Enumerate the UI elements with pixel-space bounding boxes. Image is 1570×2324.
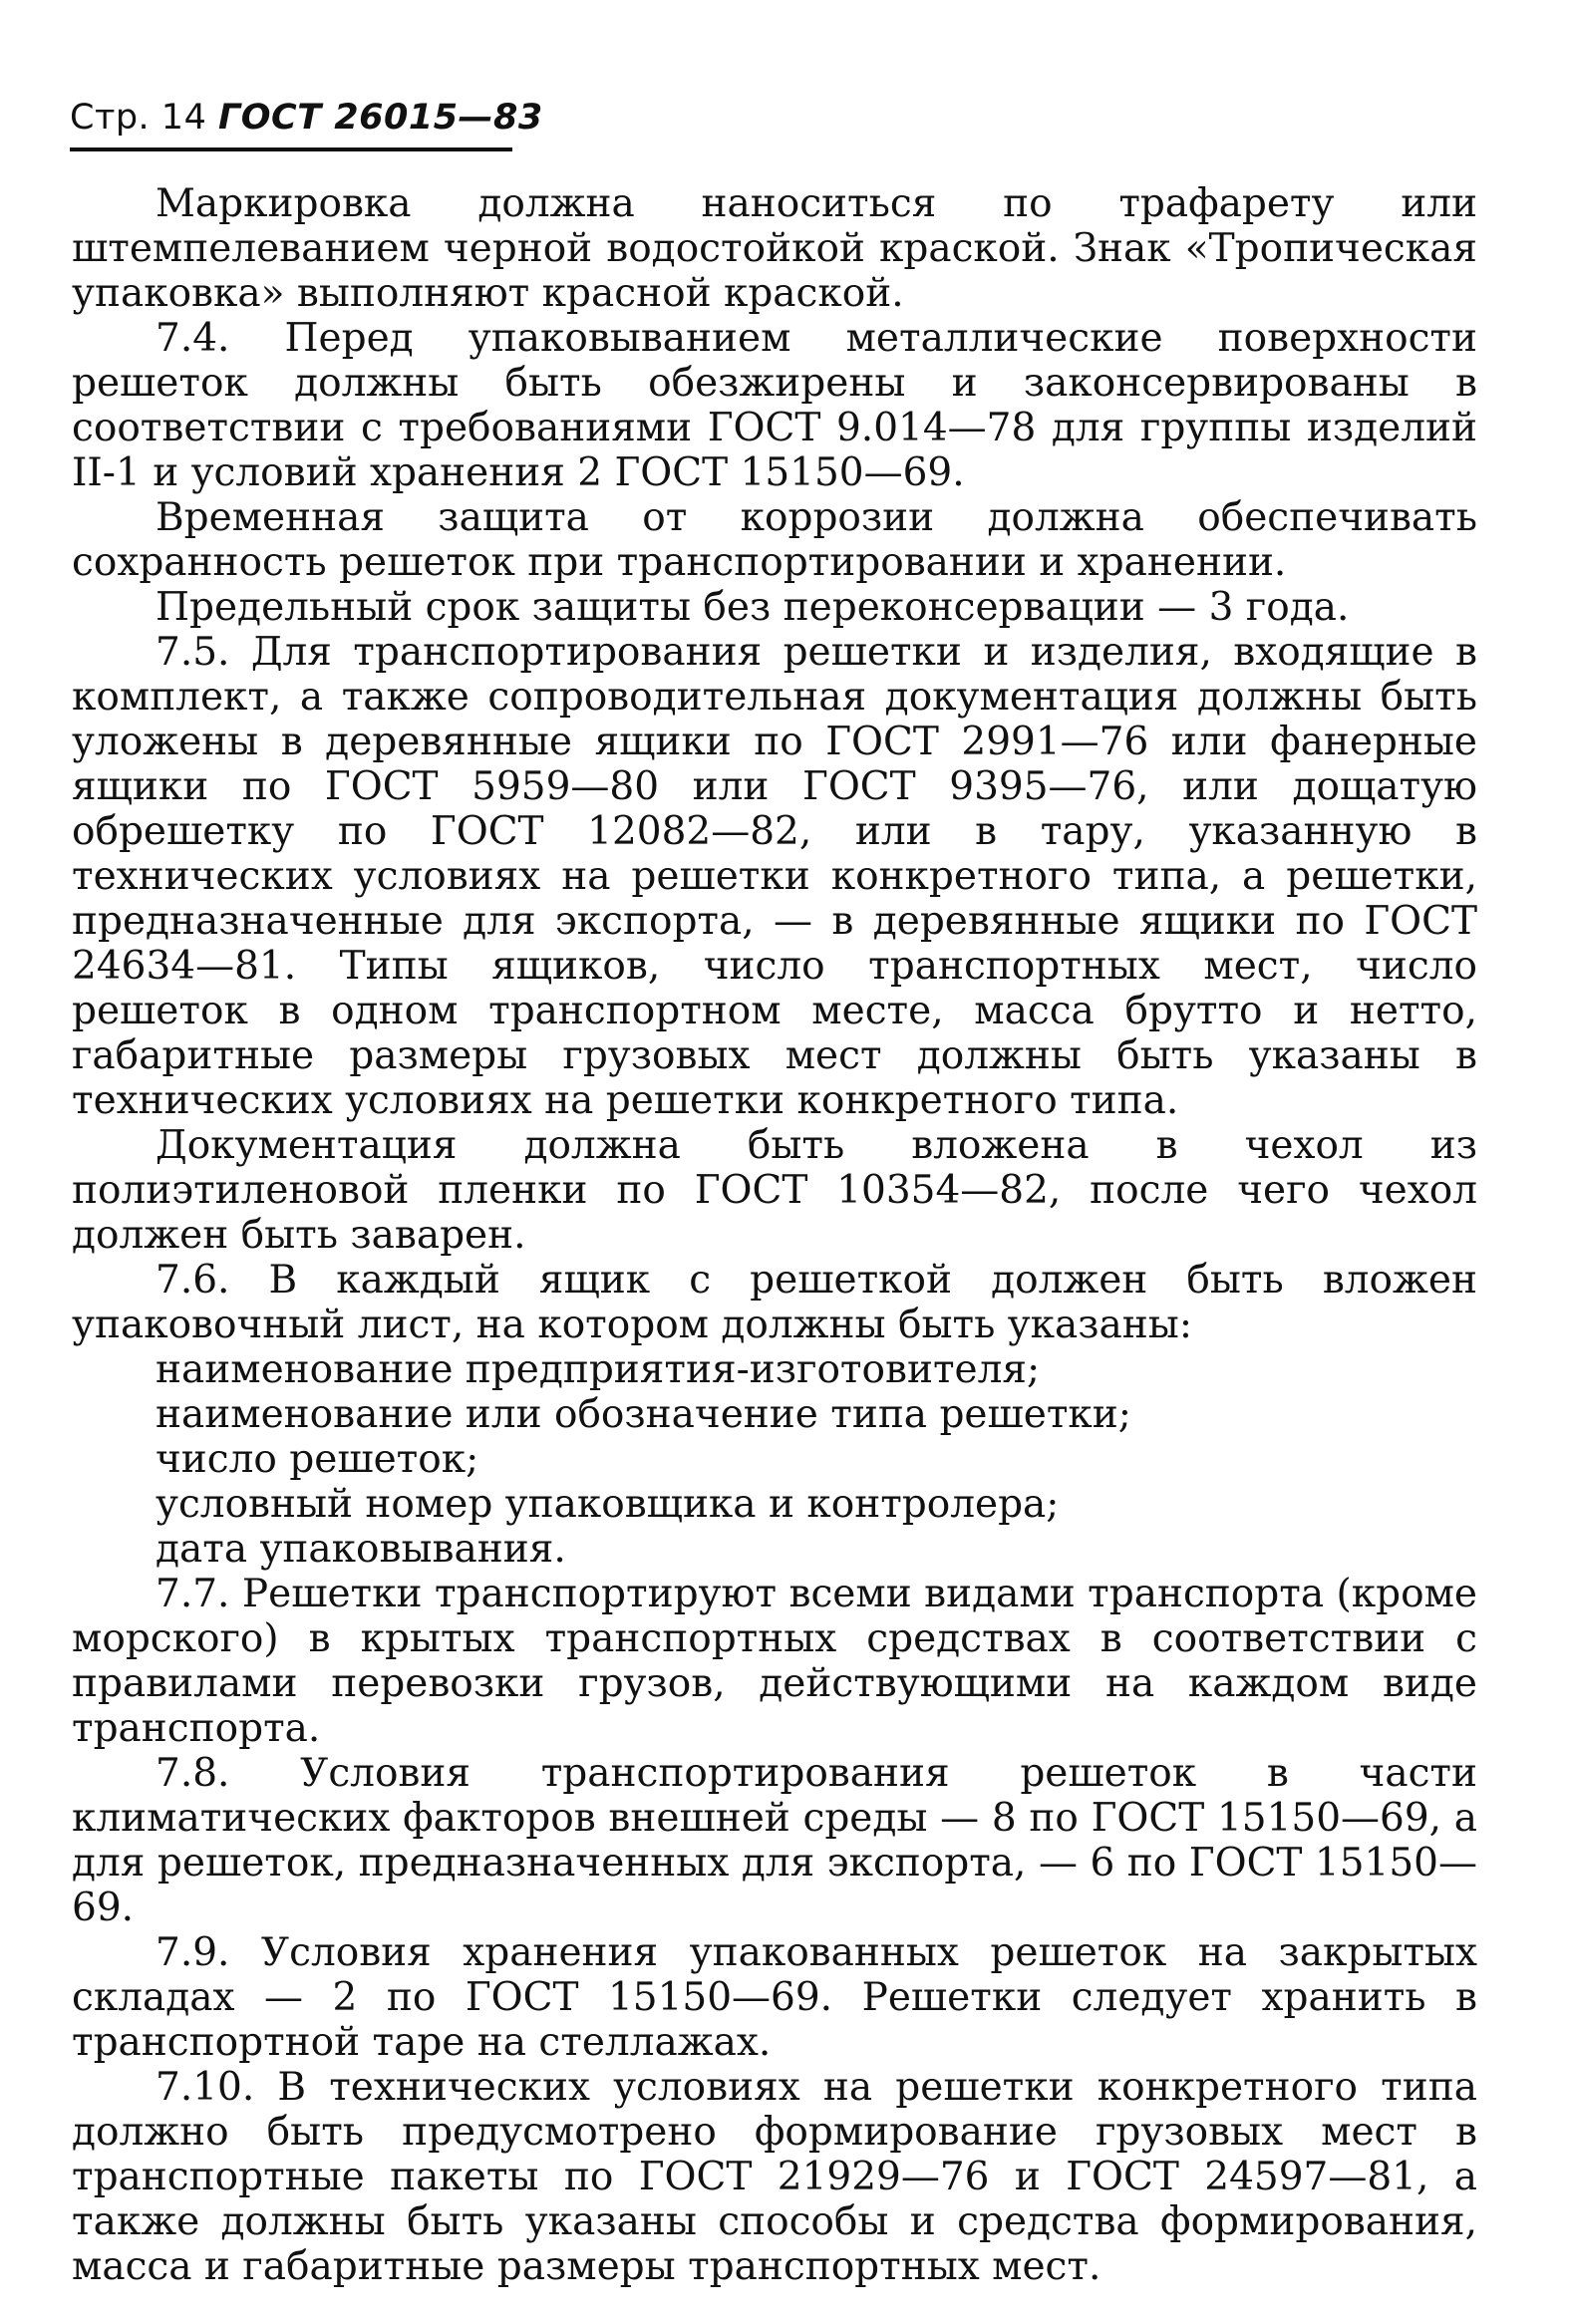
standard-number: ГОСТ 26015—83 bbox=[217, 98, 543, 138]
paragraph: 7.6. В каждый ящик с решеткой должен быть вложен упаковочный лист, на котором должны быть указаны: bbox=[72, 1258, 1477, 1347]
list-item: число решеток; bbox=[156, 1437, 479, 1482]
paragraph: 7.10. В технических условиях на решетки конкретного типа должно быть предусмотрено формирование грузовых мест в транспортные пакеты по ГОСТ 21929—76 и ГОСТ 24597—81, а также должны быть указаны способы и средства формирования, масса и габаритные размеры транспортных мест. bbox=[72, 2065, 1477, 2289]
document-body bbox=[72, 181, 1477, 2289]
paragraph: 7.4. Перед упаковыванием металлические поверхности решеток должны быть обезжирены и законсервированы в соответствии с требованиями ГОСТ 9.014—78 для группы изделий II-1 и условий хранения 2 ГОСТ 15150—69. bbox=[72, 316, 1477, 495]
paragraph: Маркировка должна наноситься по трафарету или штемпелеванием черной водостойкой краской. Знак «Тропическая упаковка» выполняют красной краской. bbox=[72, 181, 1477, 316]
list-item: дата упаковывания. bbox=[156, 1527, 566, 1572]
paragraph: 7.7. Решетки транспортируют всеми видами транспорта (кроме морского) в крытых транспортных средствах в соответствии с правилами перевозки грузов, действующими на каждом виде транспорта. bbox=[72, 1572, 1477, 1751]
paragraph: Временная защита от коррозии должна обеспечивать сохранность решеток при транспортировании и хранении. bbox=[72, 495, 1477, 585]
list-item: условный номер упаковщика и контролера; bbox=[156, 1482, 1060, 1527]
page-header bbox=[70, 98, 543, 138]
paragraph: 7.8. Условия транспортирования решеток в части климатических факторов внешней среды — 8 по ГОСТ 15150—69, а для решеток, предназначенных для экспорта, — 6 по ГОСТ 15150—69. bbox=[72, 1751, 1477, 1930]
list-item: наименование предприятия-изготовителя; bbox=[156, 1347, 1041, 1392]
paragraph: Документация должна быть вложена в чехол из полиэтиленовой пленки по ГОСТ 10354—82, после чего чехол должен быть заварен. bbox=[72, 1123, 1477, 1258]
paragraph: 7.9. Условия хранения упакованных решеток на закрытых складах — 2 по ГОСТ 15150—69. Решетки следует хранить в транспортной таре на стеллажах. bbox=[72, 1930, 1477, 2065]
header-rule bbox=[70, 147, 512, 151]
paragraph: Предельный срок защиты без переконсервации — 3 года. bbox=[156, 585, 1350, 630]
paragraph: 7.5. Для транспортирования решетки и изделия, входящие в комплект, а также сопроводительная документация должны быть уложены в деревянные ящики по ГОСТ 2991—76 или фанерные ящики по ГОСТ 5959—80 или ГОСТ 9395—76, или дощатую обрешетку по ГОСТ 12082—82, или в тару, указанную в технических условиях на решетки конкретного типа, а решетки, предназначенные для экспорта, — в деревянные ящики по ГОСТ 24634—81. Типы ящиков, число транспортных мест, число решеток в одном транспортном месте, масса брутто и нетто, габаритные размеры грузовых мест должны быть указаны в технических условиях на решетки конкретного типа. bbox=[72, 630, 1477, 1123]
list-item: наименование или обозначение типа решетки; bbox=[156, 1392, 1131, 1437]
page-number: Стр. 14 bbox=[70, 98, 207, 138]
